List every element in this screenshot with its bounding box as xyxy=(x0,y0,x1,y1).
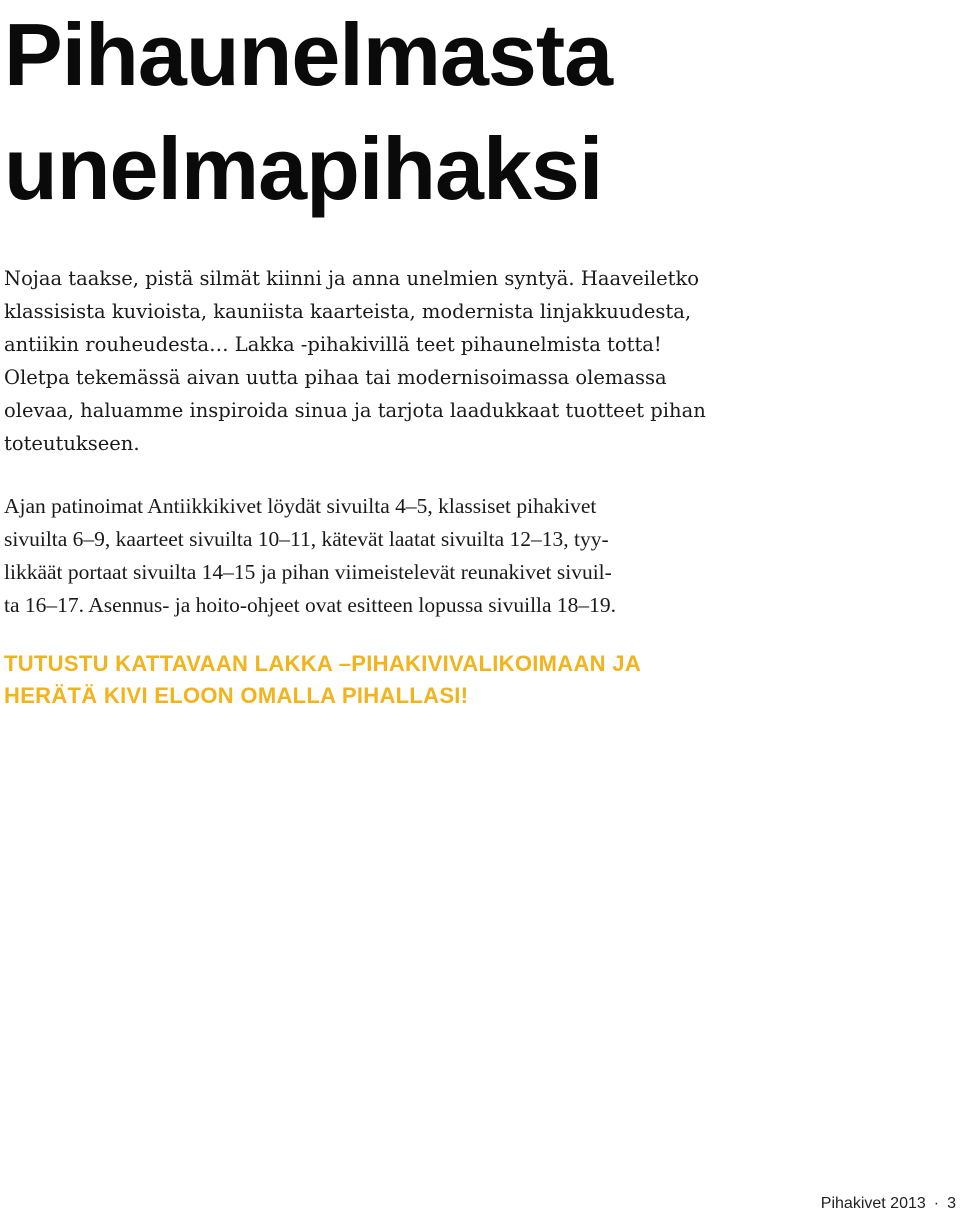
page-title xyxy=(4,0,612,226)
intro-line: Nojaa taakse, pistä silmät kiinni ja anna unelmien syntyä. Haaveiletko xyxy=(4,267,700,290)
title-line-2: unelmapihaksi xyxy=(4,119,603,218)
page-number: 3 xyxy=(947,1195,956,1212)
intro-line: olevaa, haluamme inspiroida sinua ja tarjota laadukkaat tuotteet pihan xyxy=(4,399,706,422)
page-guide-line: Ajan patinoimat Antiikkikivet löydät sivuilta 4–5, klassiset pihakivet xyxy=(4,494,597,518)
page-guide-line: likkäät portaat sivuilta 14–15 ja pihan viimeistelevät reunakivet sivuil- xyxy=(4,560,612,584)
cta-line-1: TUTUSTU KATTAVAAN LAKKA –PIHAKIVIVALIKOIMAAN JA xyxy=(4,651,642,676)
intro-line: toteutukseen. xyxy=(4,432,140,455)
intro-line: antiikin rouheudesta… Lakka -pihakivillä teet pihaunelmista totta! xyxy=(4,333,662,356)
intro-paragraph xyxy=(4,262,744,460)
title-line-1: Pihaunelmasta xyxy=(4,5,613,104)
page-guide-line: sivuilta 6–9, kaarteet sivuilta 10–11, kätevät laatat sivuilta 12–13, tyy- xyxy=(4,527,609,551)
page-guide-paragraph xyxy=(4,490,744,622)
intro-line: Oletpa tekemässä aivan uutta pihaa tai modernisoimassa olemassa xyxy=(4,366,667,389)
page-guide-line: ta 16–17. Asennus- ja hoito-ohjeet ovat esitteen lopussa sivuilla 18–19. xyxy=(4,593,617,617)
footer-publication: Pihakivet 2013 xyxy=(820,1195,926,1212)
cta-line-2: HERÄTÄ KIVI ELOON OMALLA PIHALLASI! xyxy=(4,683,469,708)
footer-separator: · xyxy=(933,1195,940,1212)
call-to-action xyxy=(4,648,764,712)
page-footer xyxy=(821,1194,956,1214)
intro-line: klassisista kuvioista, kauniista kaarteista, modernista linjakkuudesta, xyxy=(4,300,692,323)
